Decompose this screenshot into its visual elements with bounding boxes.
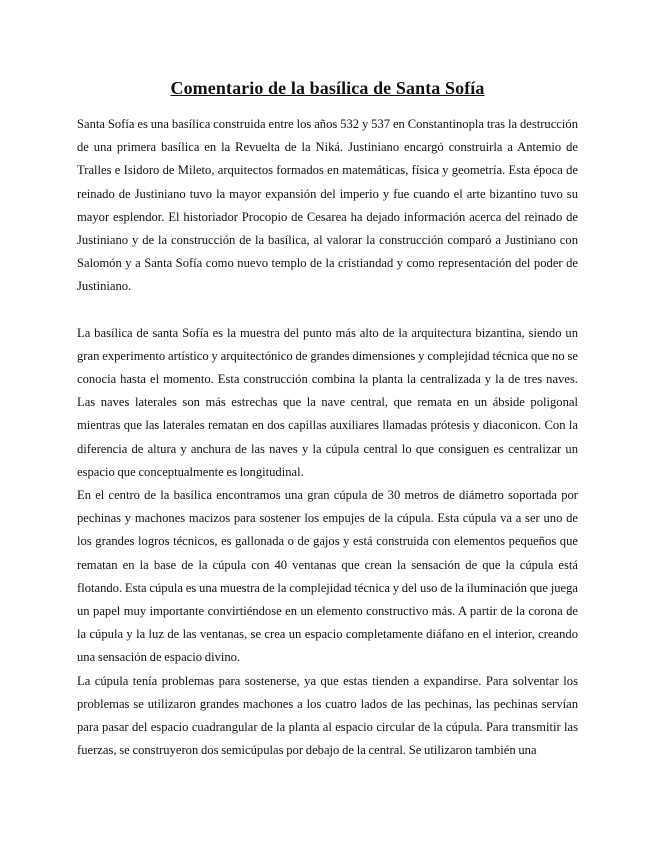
paragraph-spacer bbox=[77, 299, 578, 322]
document-page bbox=[77, 77, 578, 762]
paragraph-architecture: La basílica de santa Sofía es la muestra del punto más alto de la arquitectura bizantina, siendo un gran experimento artístico y arquitectónico de grandes dimensiones y complejidad técnica que no se conocía hasta el momento. Esta construcción combina la planta la centralizada y la de tres naves. Las naves laterales son más estrechas que la nave central, que remata en un ábside poligonal mientras que las laterales rematan en dos capillas auxiliares llamadas prótesis y diaconicon. Con la diferencia de altura y anchura de las naves y la cúpula central lo que consiguen es centralizar un espacio que conceptualmente es longitudinal. bbox=[77, 325, 578, 479]
paragraph-introduction: Santa Sofía es una basílica construida entre los años 532 y 537 en Constantinopla tras la destrucción de una primera basílica en la Revuelta de la Niká. Justiniano encargó construirla a Antemio de Tralles e Isidoro de Mileto, arquitectos formados en matemáticas, física y geometría. Esta época de reinado de Justiniano tuvo la mayor expansión del imperio y fue cuando el arte bizantino tuvo su mayor esplendor. El historiador Procopio de Cesarea ha dejado información acerca del reinado de Justiniano y de la construcción de la basílica, al valorar la construcción comparó a Justiniano con Salomón y a Santa Sofía como nuevo templo de la cristiandad y como representación del poder de Justiniano. bbox=[77, 117, 578, 294]
document-title: Comentario de la basílica de Santa Sofía bbox=[170, 78, 485, 98]
paragraph-dome-problems: La cúpula tenía problemas para sostenerse, ya que estas tienden a expandirse. Para solventar los problemas se utilizaron grandes machones a los cuatro lados de las pechinas, las pechinas servían para pasar del espacio cuadrangular de la planta al espacio circular de la cúpula. Para transmitir las fuerzas, se construyeron dos semicúpulas por debajo de la central. Se utilizaron también una bbox=[77, 673, 578, 758]
paragraph-dome: En el centro de la basílica encontramos una gran cúpula de 30 metros de diámetro soportada por pechinas y machones macizos para sostener los empujes de la cúpula. Esta cúpula va a ser uno de los grandes logros técnicos, es gallonada o de gajos y está construida con elementos pequeños que rematan en la base de la cúpula con 40 ventanas que crean la sensación de que la cúpula está flotando. Esta cúpula es una muestra de la complejidad técnica y del uso de la iluminación que juega un papel muy importante convirtiéndose en un elemento constructivo más. A partir de la corona de la cúpula y la luz de las ventanas, se crea un espacio completamente diáfano en el interior, creando una sensación de espacio divino. bbox=[77, 488, 578, 665]
